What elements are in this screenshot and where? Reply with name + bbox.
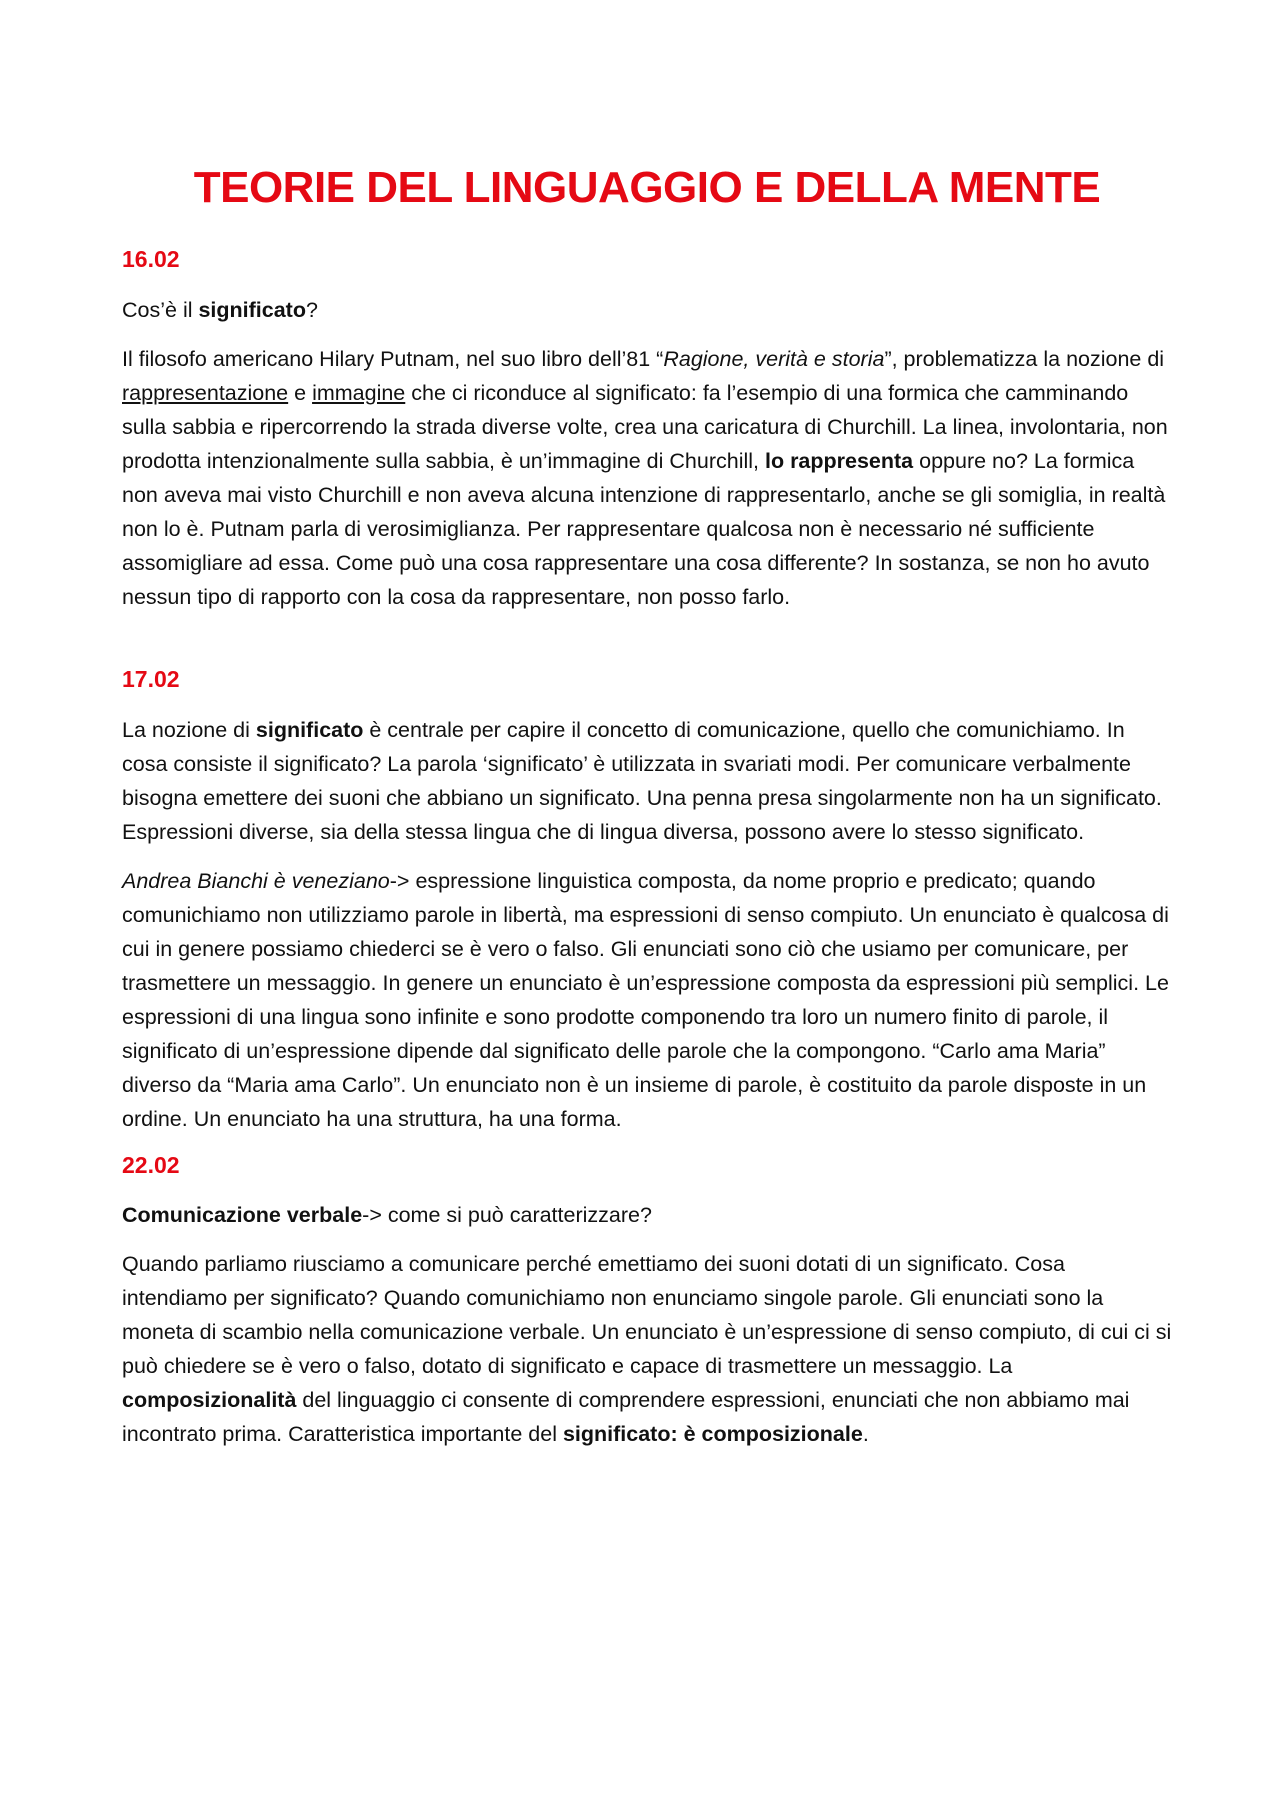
text-run: Il filosofo americano Hilary Putnam, nel suo libro dell’81 “ <box>122 346 664 371</box>
document-title: TEORIE DEL LINGUAGGIO E DELLA MENTE <box>193 163 1101 212</box>
text-run: ”, problematizza la nozione di <box>884 346 1165 371</box>
paragraph <box>122 713 1172 849</box>
bold-text: Comunicazione verbale <box>122 1203 363 1228</box>
section <box>122 245 1172 614</box>
text-run: del linguaggio ci consente di comprendere espressioni, enunciati che non abbiamo mai incontrato prima. Caratteristica importante del <box>122 1388 1130 1447</box>
section-date: 17.02 <box>122 665 180 692</box>
paragraph <box>122 342 1172 614</box>
section-date: 22.02 <box>122 1151 180 1178</box>
section <box>122 1151 1172 1452</box>
paragraph <box>122 1247 1172 1451</box>
document-page <box>122 150 1172 1466</box>
text-run: Cos’è il <box>122 297 199 322</box>
bold-text: lo rappresenta <box>764 448 914 473</box>
text-run: che ci riconduce al significato: fa l’esempio di una formica che camminando sulla sabbia e ripercorrendo la strada diverse volte, crea una caricatura di Churchill. La linea, involontaria, non prodotta intenzionalmente sulla sabbia, è un’immagine di Churchill, <box>122 380 1168 473</box>
paragraph <box>122 1198 1172 1232</box>
text-run: ? <box>305 297 318 322</box>
bold-text: significato: è composizionale <box>562 1422 863 1447</box>
document-body <box>122 245 1172 1452</box>
italic-text: Andrea Bianchi è veneziano <box>122 868 390 893</box>
text-run: è centrale per capire il concetto di comunicazione, quello che comunichiamo. In cosa consiste il significato? La parola ‘significato’ è utilizzata in svariati modi. Per comunicare verbalmente bisogna emettere dei suoni che abbiano un significato. Una penna presa singolarmente non ha un significato. Espressioni diverse, sia della stessa lingua che di lingua diversa, possono avere lo stesso significato. <box>122 717 1162 844</box>
text-run: Quando parliamo riusciamo a comunicare perché emettiamo dei suoni dotati di un significato. Cosa intendiamo per significato? Quando comunichiamo non enunciamo singole parole. Gli enunciati sono la moneta di scambio nella comunicazione verbale. Un enunciato è un’espressione di senso compiuto, di cui ci si può chiedere se è vero o falso, dotato di significato e capace di trasmettere un messaggio. La <box>122 1252 1172 1379</box>
bold-text: significato <box>255 717 364 742</box>
italic-text: Ragione, verità e storia <box>663 346 885 371</box>
paragraph <box>122 864 1172 1136</box>
bold-text: significato <box>198 297 306 322</box>
underlined-text: immagine <box>312 380 406 405</box>
underlined-text: rappresentazione <box>122 380 289 405</box>
section-date: 16.02 <box>122 245 180 272</box>
text-run: e <box>288 380 313 405</box>
section-spacer <box>122 629 1172 665</box>
text-run: oppure no? La formica non aveva mai visto Churchill e non aveva alcuna intenzione di rappresentarlo, anche se gli somiglia, in realtà non lo è. Putnam parla di verosimiglianza. Per rappresentare qualcosa non è necessario né sufficiente assomigliare ad essa. Come può una cosa rappresentare una cosa differente? In sostanza, se non ho avuto nessun tipo di rapporto con la cosa da rappresentare, non posso farlo. <box>122 448 1166 609</box>
paragraph <box>122 293 1172 327</box>
section <box>122 665 1172 1136</box>
text-run: -> espressione linguistica composta, da nome proprio e predicato; quando comunichiamo non utilizziamo parole in libertà, ma espressioni di senso compiuto. Un enunciato è qualcosa di cui in genere possiamo chiederci se è vero o falso. Gli enunciati sono ciò che usiamo per comunicare, per trasmettere un messaggio. In genere un enunciato è un’espressione composta da espressioni più semplici. Le espressioni di una lingua sono infinite e sono prodotte componendo tra loro un numero finito di parole, il significato di un’espressione dipende dal significato delle parole che la compongono. “Carlo ama Maria” diverso da “Maria ama Carlo”. Un enunciato non è un insieme di parole, è costituito da parole disposte in un ordine. Un enunciato ha una struttura, ha una forma. <box>122 868 1169 1131</box>
text-run: . <box>862 1422 869 1447</box>
bold-text: composizionalità <box>122 1388 297 1413</box>
text-run: -> come si può caratterizzare? <box>362 1203 652 1228</box>
text-run: La nozione di <box>122 717 256 742</box>
